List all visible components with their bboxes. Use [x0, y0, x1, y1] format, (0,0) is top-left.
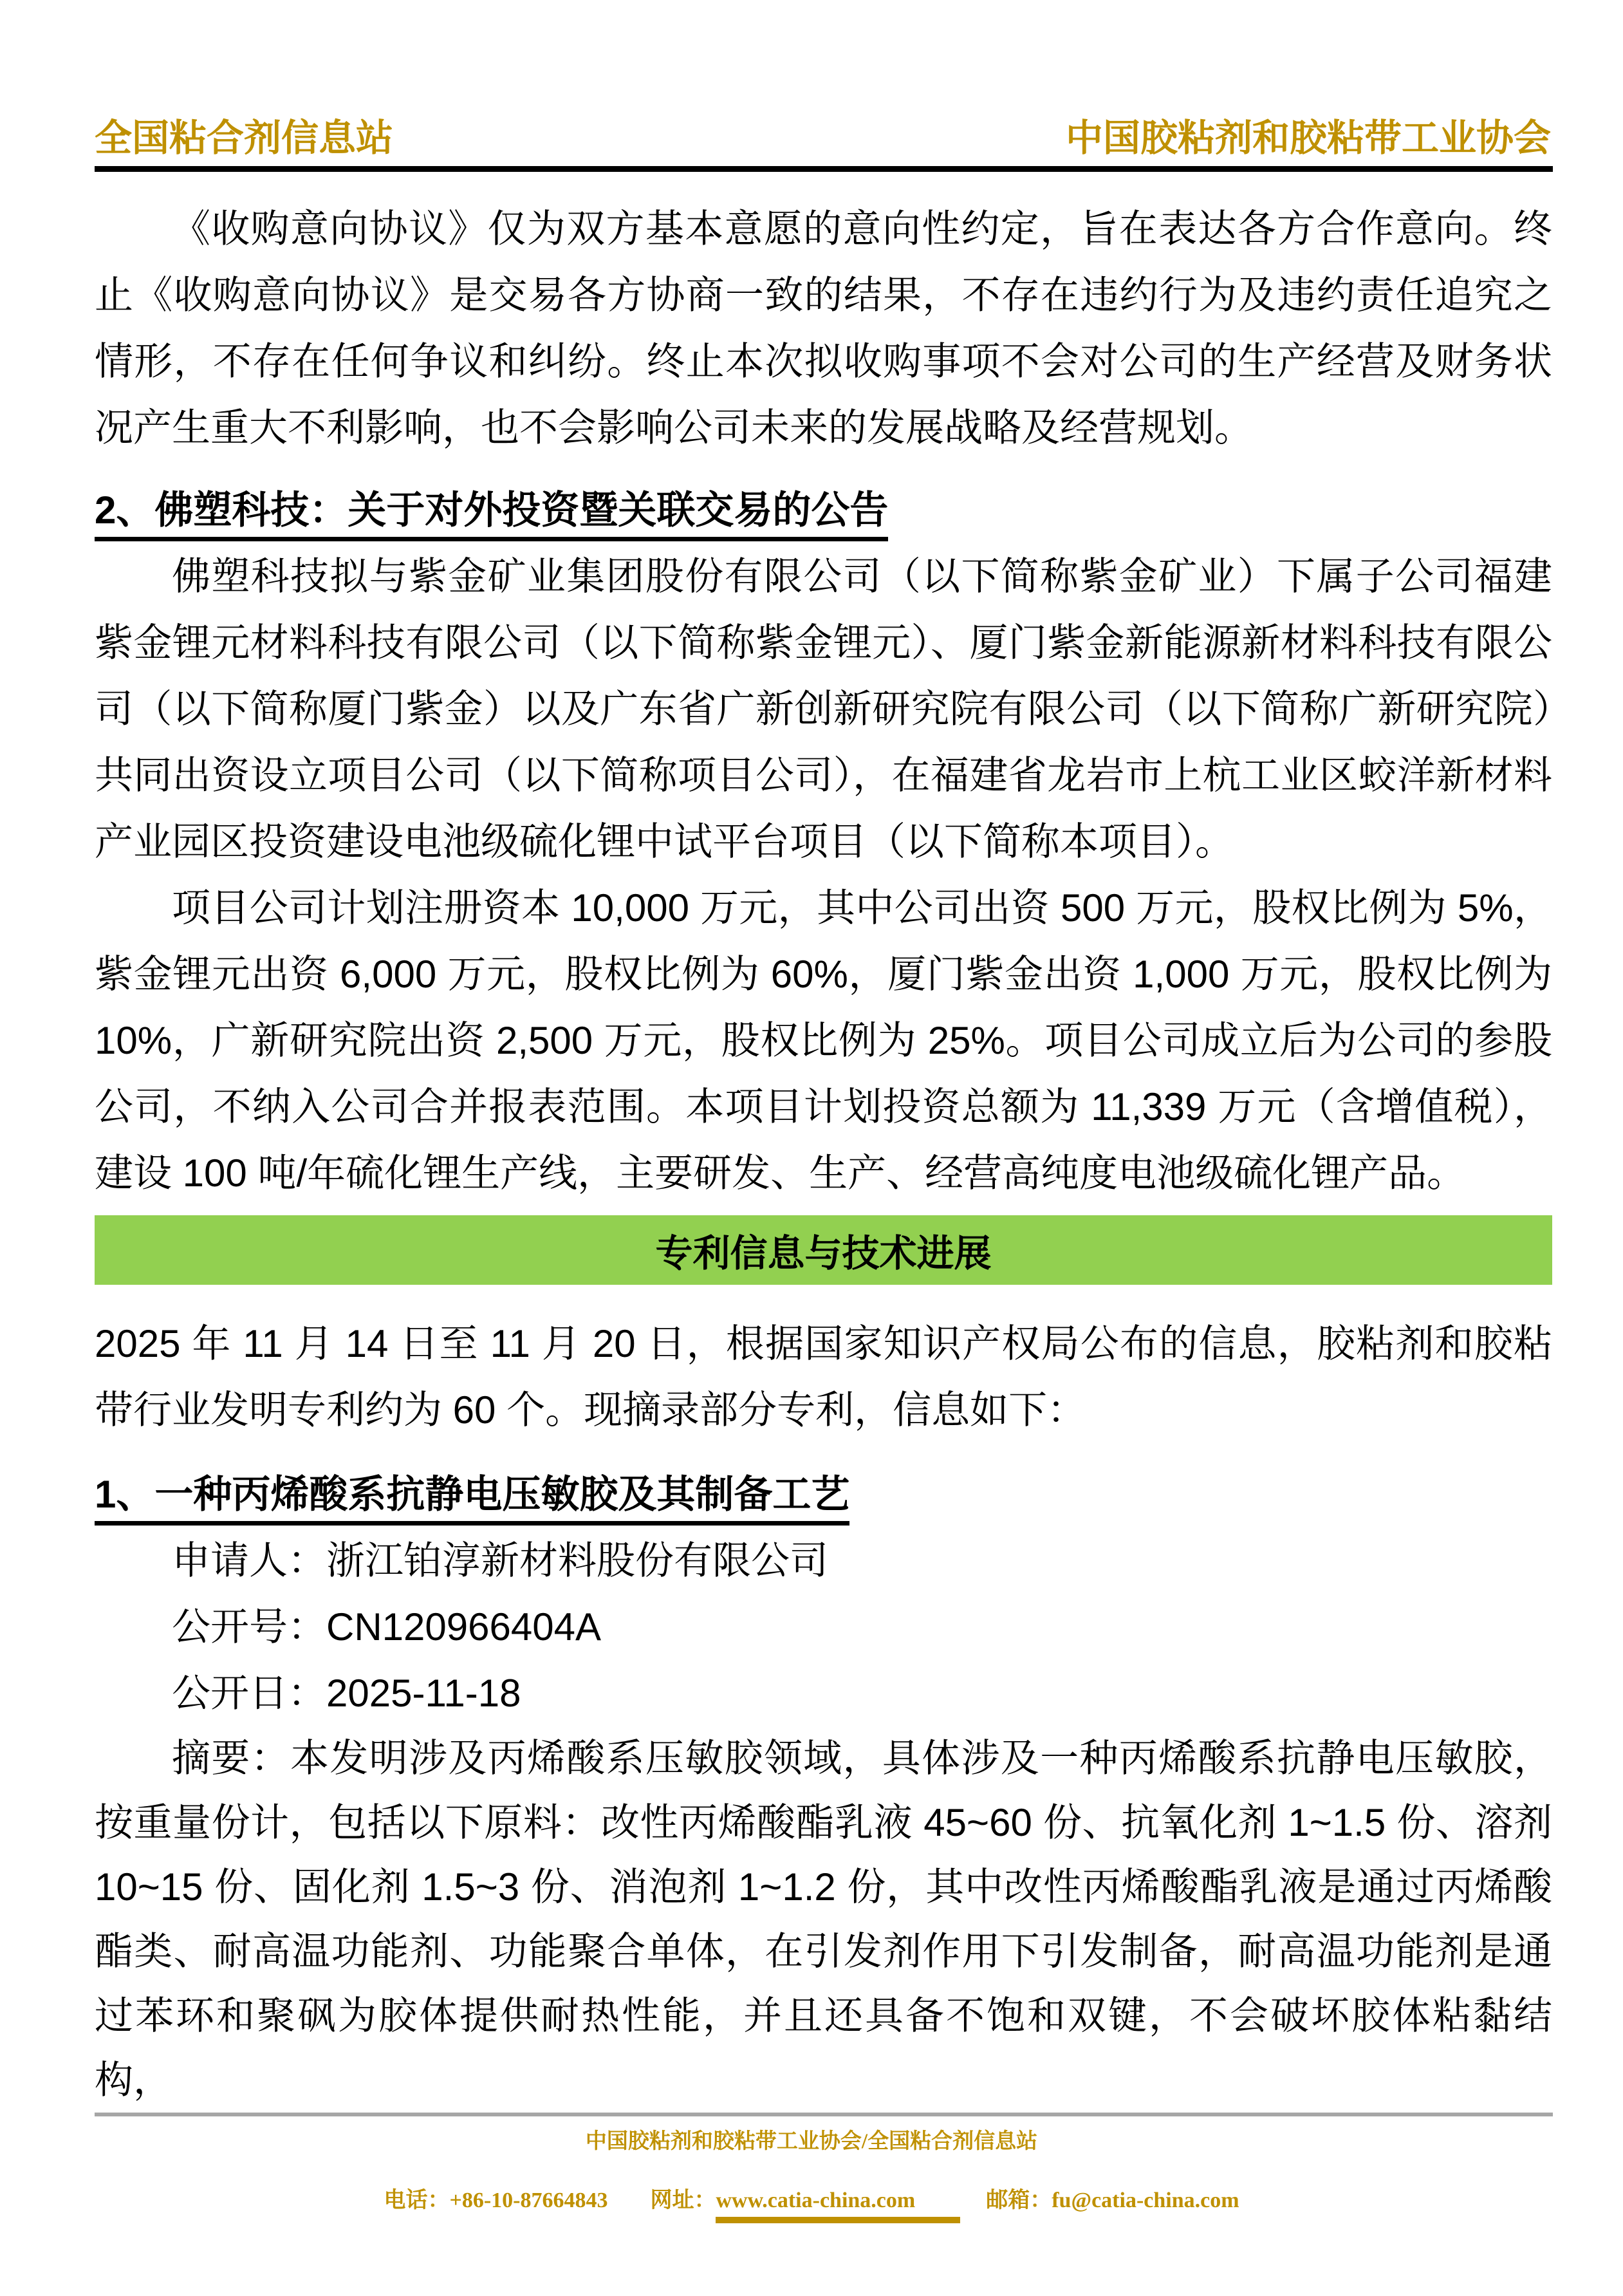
footer-org-line: 中国胶粘剂和胶粘带工业协会/全国粘合剂信息站	[585, 2130, 1038, 2153]
footer-phone-group	[384, 2182, 607, 2214]
footer-email-group	[986, 2182, 1239, 2214]
patent-section-banner	[95, 1215, 1552, 1285]
patent-section-banner-title: 专利信息与技术进展	[655, 1233, 992, 1274]
termination-paragraph: 《收购意向协议》仅为双方基本意愿的意向性约定，旨在表达各方合作意向。终止《收购意向协议》是交易各方协商一致的结果，不存在违约行为及违约责任追究之情形，不存在任何争议和纠纷。终止本次拟收购事项不会对公司的生产经营及财务状况产生重大不利影响，也不会影响公司未来的发展战略及经营规划。	[95, 207, 1552, 449]
patent-1-heading-text: 1、一种丙烯酸系抗静电压敏胶及其制备工艺	[95, 1473, 849, 1526]
email-label: 邮箱：	[986, 2189, 1052, 2213]
investment-paragraph-1: 佛塑科技拟与紫金矿业集团股份有限公司（以下简称紫金矿业）下属子公司福建紫金锂元材料科技有限公司（以下简称紫金锂元）、厦门紫金新能源新材料科技有限公司（以下简称厦门紫金）以及广东省广新创新研究院有限公司（以下简称广新研究院）共同出资设立项目公司（以下简称项目公司），在福建省龙岩市上杭工业区蛟洋新材料产业园区投资建设电池级硫化锂中试平台项目（以下简称本项目）。	[95, 555, 1552, 863]
footer-divider	[95, 2113, 1553, 2116]
website-link[interactable]: www.catia-china.com	[716, 2189, 960, 2223]
page-body	[0, 196, 1623, 2113]
section-2-heading	[95, 477, 1552, 543]
phone-label: 电话：	[384, 2189, 450, 2213]
association-name: 中国胶粘剂和胶粘带工业协会	[1065, 117, 1551, 159]
patent-abstract: 摘要：本发明涉及丙烯酸系压敏胶领域，具体涉及一种丙烯酸系抗静电压敏胶，按重量份计，包括以下原料：改性丙烯酸酯乳液 45~60 份、抗氧化剂 1~1.5 份、溶剂 10~15 份、固化剂 1.5~3 份、消泡剂 1~1.2 份，其中改性丙烯酸酯乳液是通过丙烯酸酯类、耐高温功能剂、功能聚合单体，在引发剂作用下引发制备，耐高温功能剂是通过苯环和聚砜为胶体提供耐热性能，并且还具备不饱和双键，不会破坏胶体粘黏结构，	[95, 1737, 1552, 2102]
footer-web-group	[650, 2182, 960, 2223]
footer-contact-line	[0, 2182, 1623, 2223]
patent-publication-number: 公开号：CN120966404A	[172, 1605, 602, 1648]
phone-number: +86-10-87664843	[449, 2189, 608, 2213]
section-2-heading-text: 2、佛塑科技：关于对外投资暨关联交易的公告	[95, 489, 888, 541]
patent-week-intro: 2025 年 11 月 14 日至 11 月 20 日，根据国家知识产权局公布的信息，胶粘剂和胶粘带行业发明专利约为 60 个。现摘录部分专利，信息如下：	[95, 1322, 1552, 1432]
investment-paragraph-2: 项目公司计划注册资本 10,000 万元，其中公司出资 500 万元，股权比例为 5%，紫金锂元出资 6,000 万元，股权比例为 60%，厦门紫金出资 1,000 万元，股权比例为 10%，广新研究院出资 2,500 万元，股权比例为 25%。项目公司成立后为公司的参股公司，不纳入公司合并报表范围。本项目计划投资总额为 11,339 万元（含增值税），建设 100 吨/年硫化锂生产线，主要研发、生产、经营高纯度电池级硫化锂产品。	[95, 886, 1552, 1195]
patent-publication-date: 公开日：2025-11-18	[172, 1672, 521, 1715]
header-divider	[95, 166, 1553, 172]
patent-applicant: 申请人：浙江铂淳新材料股份有限公司	[172, 1539, 828, 1582]
web-label: 网址：	[650, 2189, 716, 2213]
header	[0, 0, 1623, 157]
email-address: fu@catia-china.com	[1052, 2189, 1239, 2213]
patent-1-heading	[95, 1461, 1552, 1527]
site-name: 全国粘合剂信息站	[95, 117, 394, 159]
